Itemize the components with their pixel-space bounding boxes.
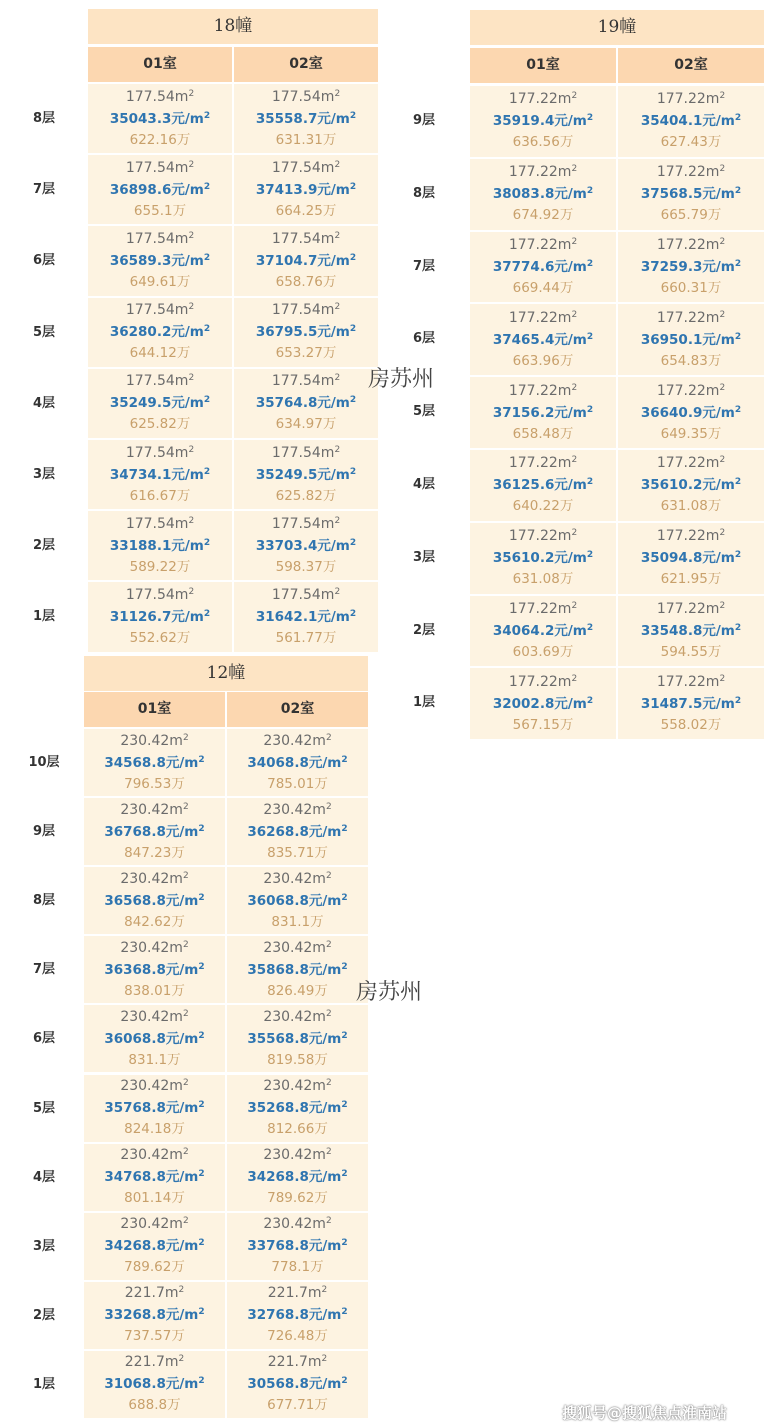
unit-price: 37465.4元$/m^2$ — [492, 331, 594, 348]
unit-cell — [618, 86, 764, 157]
unit-area: $177.54m^2$ — [271, 88, 341, 105]
unit-total-price: 831.1万 — [271, 913, 324, 930]
unit-price: 34768.8元$/m^2$ — [104, 1169, 205, 1186]
unit-total-price: 842.62万 — [124, 913, 185, 930]
unit-price: 33188.1元$/m^2$ — [109, 537, 211, 554]
unit-price: 31068.8元$/m^2$ — [104, 1376, 205, 1393]
unit-cell — [470, 377, 616, 448]
unit-total-price: 634.97万 — [275, 416, 337, 433]
unit-area: $230.42m^2$ — [120, 732, 189, 749]
unit-cell — [84, 867, 225, 934]
unit-total-price: 831.1万 — [128, 1051, 181, 1068]
unit-price: 35043.3元$/m^2$ — [109, 110, 211, 127]
unit-total-price: 663.96万 — [512, 352, 574, 369]
unit-area: $177.22m^2$ — [656, 164, 726, 181]
unit-area: $177.54m^2$ — [125, 230, 195, 247]
unit-cell — [234, 226, 378, 295]
unit-cell — [234, 84, 378, 153]
unit-area: $177.22m^2$ — [508, 600, 578, 617]
unit-price: 35764.8元$/m^2$ — [255, 395, 357, 412]
unit-cell — [470, 159, 616, 230]
unit-area: $177.22m^2$ — [508, 528, 578, 545]
unit-price: 37774.6元$/m^2$ — [492, 258, 594, 275]
unit-cell — [227, 936, 368, 1003]
unit-area: $230.42m^2$ — [263, 1008, 332, 1025]
unit-total-price: 664.25万 — [275, 202, 337, 219]
unit-total-price: 789.62万 — [267, 1190, 328, 1207]
unit-total-price: 688.8万 — [128, 1397, 181, 1414]
unit-price: 35404.1元$/m^2$ — [640, 113, 742, 130]
unit-cell — [227, 1282, 368, 1349]
unit-total-price: 649.35万 — [660, 425, 722, 442]
unit-price: 33703.4元$/m^2$ — [255, 537, 357, 554]
unit-cell — [470, 668, 616, 739]
unit-cell — [84, 729, 225, 796]
unit-cell — [84, 798, 225, 865]
unit-price: 36898.6元$/m^2$ — [109, 181, 211, 198]
unit-cell — [84, 1351, 225, 1418]
unit-price: 35919.4元$/m^2$ — [492, 113, 594, 130]
unit-area: $177.22m^2$ — [656, 673, 726, 690]
room-column-header: 02室 — [234, 47, 378, 82]
unit-area: $177.22m^2$ — [656, 382, 726, 399]
unit-area: $221.7m^2$ — [124, 1285, 185, 1302]
unit-price: 35610.2元$/m^2$ — [640, 477, 742, 494]
room-column-header: 01室 — [88, 47, 232, 82]
floor-label: 7层 — [32, 182, 56, 198]
unit-price: 34568.8元$/m^2$ — [104, 754, 205, 771]
unit-cell — [618, 304, 764, 375]
unit-price: 36589.3元$/m^2$ — [109, 252, 211, 269]
floor-label: 3层 — [412, 549, 436, 565]
room-column-header: 02室 — [227, 692, 368, 727]
unit-price: 37156.2元$/m^2$ — [492, 404, 594, 421]
floor-label: 1层 — [412, 695, 436, 711]
unit-total-price: 801.14万 — [124, 1190, 185, 1207]
unit-price: 34268.8元$/m^2$ — [247, 1169, 348, 1186]
unit-total-price: 677.71万 — [267, 1397, 328, 1414]
unit-area: $177.54m^2$ — [125, 159, 195, 176]
room-column-header: 02室 — [618, 48, 764, 83]
unit-area: $177.22m^2$ — [508, 91, 578, 108]
unit-total-price: 625.82万 — [129, 416, 191, 433]
unit-cell — [618, 523, 764, 594]
unit-area: $177.54m^2$ — [125, 373, 195, 390]
floor-label: 9层 — [32, 824, 56, 840]
unit-total-price: 835.71万 — [267, 844, 328, 861]
unit-cell — [234, 298, 378, 367]
unit-total-price: 726.48万 — [267, 1328, 328, 1345]
floor-label: 6层 — [32, 253, 56, 269]
unit-price: 36950.1元$/m^2$ — [640, 331, 742, 348]
unit-price: 35268.8元$/m^2$ — [247, 1100, 348, 1117]
floor-label: 2层 — [32, 538, 56, 554]
unit-total-price: 826.49万 — [267, 982, 328, 999]
unit-cell — [618, 159, 764, 230]
unit-total-price: 598.37万 — [275, 558, 337, 575]
unit-total-price: 660.31万 — [660, 279, 722, 296]
unit-total-price: 567.15万 — [512, 716, 574, 733]
floor-label: 2层 — [32, 1307, 56, 1323]
unit-cell — [234, 582, 378, 651]
building-title: 19幢 — [470, 10, 764, 45]
unit-total-price: 616.67万 — [129, 487, 191, 504]
unit-price: 36568.8元$/m^2$ — [104, 892, 205, 909]
unit-price: 38083.8元$/m^2$ — [492, 186, 594, 203]
unit-price: 33548.8元$/m^2$ — [640, 622, 742, 639]
unit-total-price: 778.1万 — [271, 1259, 324, 1276]
unit-cell — [227, 1005, 368, 1072]
floor-label: 6层 — [32, 1031, 56, 1047]
unit-price: 36068.8元$/m^2$ — [247, 892, 348, 909]
unit-area: $177.54m^2$ — [271, 159, 341, 176]
unit-area: $177.22m^2$ — [656, 455, 726, 472]
unit-price: 35610.2元$/m^2$ — [492, 550, 594, 567]
unit-price: 35249.5元$/m^2$ — [109, 395, 211, 412]
unit-area: $177.22m^2$ — [656, 528, 726, 545]
unit-price: 36125.6元$/m^2$ — [492, 477, 594, 494]
unit-cell — [84, 1213, 225, 1280]
unit-price: 35768.8元$/m^2$ — [104, 1100, 205, 1117]
floor-label: 4层 — [32, 1169, 56, 1185]
floor-label: 2层 — [412, 622, 436, 638]
unit-total-price: 674.92万 — [512, 207, 574, 224]
unit-cell — [88, 369, 232, 438]
unit-cell — [618, 377, 764, 448]
building-title: 18幢 — [88, 9, 378, 44]
unit-total-price: 640.22万 — [512, 498, 574, 515]
unit-price: 35568.8元$/m^2$ — [247, 1030, 348, 1047]
unit-area: $221.7m^2$ — [267, 1354, 328, 1371]
unit-cell — [618, 668, 764, 739]
unit-total-price: 594.55万 — [660, 643, 722, 660]
unit-price: 36280.2元$/m^2$ — [109, 324, 211, 341]
unit-cell — [84, 936, 225, 1003]
floor-label: 8层 — [32, 893, 56, 909]
unit-cell — [84, 1005, 225, 1072]
unit-total-price: 824.18万 — [124, 1121, 185, 1138]
unit-total-price: 796.53万 — [124, 775, 185, 792]
floor-label: 3层 — [32, 1238, 56, 1254]
source-credit: 搜狐号@搜狐焦点淮南站 — [562, 1404, 728, 1422]
unit-cell — [88, 511, 232, 580]
unit-area: $230.42m^2$ — [263, 732, 332, 749]
unit-area: $230.42m^2$ — [263, 1078, 332, 1095]
unit-total-price: 669.44万 — [512, 279, 574, 296]
unit-cell — [88, 226, 232, 295]
unit-total-price: 636.56万 — [512, 134, 574, 151]
unit-price: 31126.7元$/m^2$ — [109, 608, 211, 625]
unit-total-price: 622.16万 — [129, 131, 191, 148]
watermark-text: 房苏州 — [356, 980, 423, 1005]
floor-label: 5层 — [32, 324, 56, 340]
unit-cell — [88, 298, 232, 367]
unit-price: 35868.8元$/m^2$ — [247, 961, 348, 978]
unit-price: 33768.8元$/m^2$ — [247, 1238, 348, 1255]
unit-total-price: 631.08万 — [660, 498, 722, 515]
unit-total-price: 649.61万 — [129, 273, 191, 290]
unit-area: $177.54m^2$ — [271, 444, 341, 461]
floor-label: 1层 — [32, 1376, 56, 1392]
unit-area: $177.22m^2$ — [508, 164, 578, 181]
unit-price: 36768.8元$/m^2$ — [104, 823, 205, 840]
unit-total-price: 655.1万 — [133, 202, 187, 219]
unit-cell — [84, 1144, 225, 1211]
unit-cell — [470, 304, 616, 375]
unit-total-price: 589.22万 — [129, 558, 191, 575]
unit-cell — [234, 369, 378, 438]
unit-cell — [227, 729, 368, 796]
unit-price: 34064.2元$/m^2$ — [492, 622, 594, 639]
floor-label: 8层 — [32, 111, 56, 126]
unit-area: $177.22m^2$ — [508, 309, 578, 326]
unit-cell — [88, 582, 232, 651]
unit-cell — [234, 511, 378, 580]
unit-total-price: 558.02万 — [660, 716, 722, 733]
unit-cell — [618, 450, 764, 521]
unit-area: $177.54m^2$ — [271, 302, 341, 319]
unit-price: 36368.8元$/m^2$ — [104, 961, 205, 978]
unit-total-price: 737.57万 — [124, 1328, 185, 1345]
unit-price: 37104.7元$/m^2$ — [255, 252, 357, 269]
unit-price: 32002.8元$/m^2$ — [492, 695, 594, 712]
unit-area: $230.42m^2$ — [120, 801, 189, 818]
unit-area: $177.22m^2$ — [656, 91, 726, 108]
unit-price: 36640.9元$/m^2$ — [640, 404, 742, 421]
unit-area: $230.42m^2$ — [120, 939, 189, 956]
unit-price: 36795.5元$/m^2$ — [255, 324, 357, 341]
unit-cell — [470, 596, 616, 667]
unit-cell — [227, 1144, 368, 1211]
unit-area: $230.42m^2$ — [120, 1078, 189, 1095]
unit-price: 34068.8元$/m^2$ — [247, 754, 348, 771]
unit-total-price: 654.83万 — [660, 352, 722, 369]
unit-cell — [618, 232, 764, 303]
unit-price: 36068.8元$/m^2$ — [104, 1030, 205, 1047]
unit-price: 33268.8元$/m^2$ — [104, 1307, 205, 1324]
unit-total-price: 631.08万 — [512, 571, 574, 588]
unit-cell — [227, 867, 368, 934]
unit-area: $221.7m^2$ — [267, 1285, 328, 1302]
unit-total-price: 653.27万 — [275, 345, 337, 362]
unit-total-price: 785.01万 — [267, 775, 328, 792]
unit-total-price: 812.66万 — [267, 1121, 328, 1138]
unit-price: 37259.3元$/m^2$ — [640, 258, 742, 275]
unit-cell — [618, 596, 764, 667]
unit-area: $230.42m^2$ — [263, 870, 332, 887]
unit-price: 35094.8元$/m^2$ — [640, 550, 742, 567]
unit-area: $230.42m^2$ — [120, 1216, 189, 1233]
unit-area: $177.22m^2$ — [656, 236, 726, 253]
unit-area: $177.22m^2$ — [656, 600, 726, 617]
unit-area: $177.22m^2$ — [508, 455, 578, 472]
unit-cell — [84, 1075, 225, 1142]
unit-cell — [227, 1075, 368, 1142]
unit-area: $230.42m^2$ — [263, 939, 332, 956]
unit-total-price: 838.01万 — [124, 982, 185, 999]
floor-label: 6层 — [412, 331, 436, 347]
unit-price: 37413.9元$/m^2$ — [255, 181, 357, 198]
unit-price: 31642.1元$/m^2$ — [255, 608, 357, 625]
unit-price: 34268.8元$/m^2$ — [104, 1238, 205, 1255]
unit-cell — [234, 155, 378, 224]
unit-total-price: 625.82万 — [275, 487, 337, 504]
unit-total-price: 561.77万 — [275, 629, 337, 646]
room-column-header: 01室 — [84, 692, 225, 727]
floor-label: 4层 — [32, 395, 56, 411]
unit-price: 30568.8元$/m^2$ — [247, 1376, 348, 1393]
unit-cell — [470, 523, 616, 594]
unit-cell — [227, 798, 368, 865]
unit-total-price: 603.69万 — [512, 643, 574, 660]
floor-label: 10层 — [28, 755, 60, 770]
floor-label: 9层 — [412, 113, 436, 128]
unit-price: 37568.5元$/m^2$ — [640, 186, 742, 203]
unit-price: 36268.8元$/m^2$ — [247, 823, 348, 840]
unit-total-price: 789.62万 — [124, 1259, 185, 1276]
unit-cell — [227, 1351, 368, 1418]
floor-label: 1层 — [32, 609, 56, 625]
unit-cell — [84, 1282, 225, 1349]
unit-area: $230.42m^2$ — [120, 870, 189, 887]
unit-area: $177.54m^2$ — [125, 88, 195, 105]
unit-price: 34734.1元$/m^2$ — [109, 466, 211, 483]
unit-total-price: 627.43万 — [660, 134, 722, 151]
unit-price: 35558.7元$/m^2$ — [255, 110, 357, 127]
unit-total-price: 819.58万 — [267, 1051, 328, 1068]
unit-cell — [470, 86, 616, 157]
unit-total-price: 847.23万 — [124, 844, 185, 861]
unit-price: 35249.5元$/m^2$ — [255, 466, 357, 483]
unit-cell — [88, 440, 232, 509]
unit-area: $230.42m^2$ — [263, 1147, 332, 1164]
unit-area: $177.54m^2$ — [271, 373, 341, 390]
unit-cell — [234, 440, 378, 509]
building-title: 12幢 — [84, 656, 368, 691]
unit-cell — [227, 1213, 368, 1280]
room-column-header: 01室 — [470, 48, 616, 83]
unit-total-price: 658.48万 — [512, 425, 574, 442]
unit-area: $177.54m^2$ — [125, 302, 195, 319]
floor-label: 5层 — [412, 404, 436, 420]
unit-cell — [470, 450, 616, 521]
unit-area: $177.54m^2$ — [271, 586, 341, 603]
floor-label: 4层 — [412, 477, 436, 492]
unit-area: $230.42m^2$ — [263, 801, 332, 818]
unit-cell — [470, 232, 616, 303]
unit-area: $177.54m^2$ — [125, 586, 195, 603]
unit-area: $177.54m^2$ — [125, 444, 195, 461]
floor-label: 7层 — [412, 258, 436, 274]
unit-area: $230.42m^2$ — [120, 1008, 189, 1025]
unit-total-price: 621.95万 — [660, 571, 722, 588]
unit-price: 32768.8元$/m^2$ — [247, 1307, 348, 1324]
unit-area: $230.42m^2$ — [263, 1216, 332, 1233]
unit-total-price: 658.76万 — [275, 273, 337, 290]
unit-total-price: 552.62万 — [129, 629, 191, 646]
unit-area: $177.22m^2$ — [508, 236, 578, 253]
unit-cell — [88, 155, 232, 224]
unit-area: $177.22m^2$ — [656, 309, 726, 326]
unit-cell — [88, 84, 232, 153]
floor-label: 5层 — [32, 1100, 56, 1116]
unit-area: $177.22m^2$ — [508, 382, 578, 399]
floor-label: 3层 — [32, 467, 56, 482]
floor-label: 7层 — [32, 962, 56, 978]
unit-area: $177.22m^2$ — [508, 673, 578, 690]
watermark-text: 房苏州 — [368, 367, 435, 392]
unit-area: $230.42m^2$ — [120, 1147, 189, 1164]
unit-area: $177.54m^2$ — [271, 230, 341, 247]
unit-total-price: 665.79万 — [660, 207, 722, 224]
unit-total-price: 631.31万 — [275, 131, 337, 148]
unit-area: $177.54m^2$ — [125, 515, 195, 532]
floor-label: 8层 — [412, 185, 436, 201]
unit-total-price: 644.12万 — [129, 345, 191, 362]
unit-price: 31487.5元$/m^2$ — [640, 695, 742, 712]
unit-area: $177.54m^2$ — [271, 515, 341, 532]
unit-area: $221.7m^2$ — [124, 1354, 185, 1371]
